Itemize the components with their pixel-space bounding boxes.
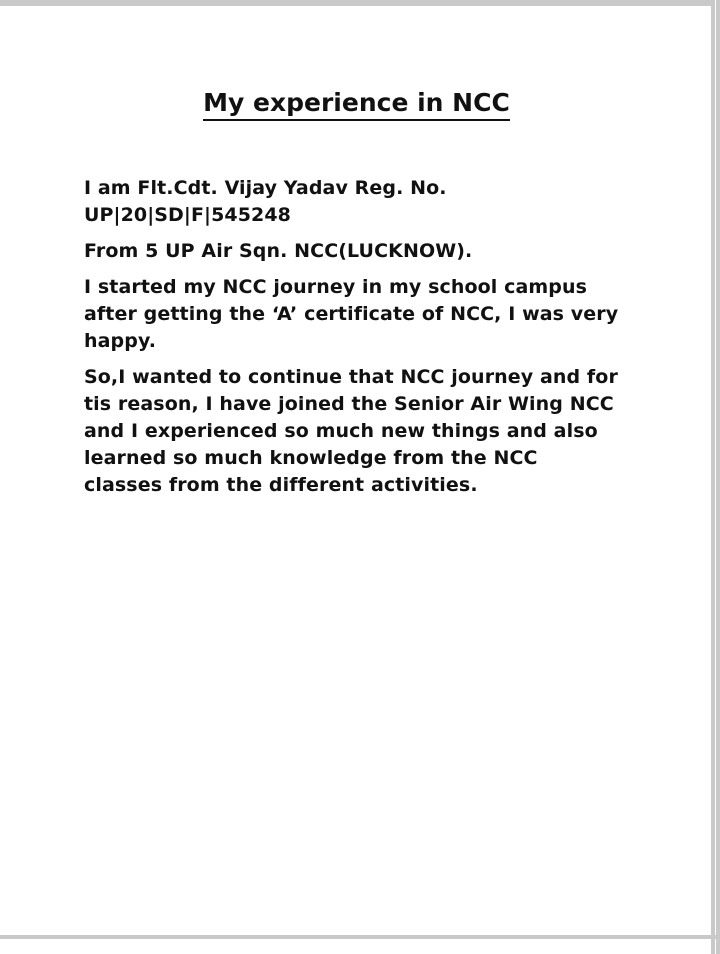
document-title-wrapper <box>0 88 713 121</box>
page-frame-right-line <box>715 0 716 954</box>
paragraph-cadet-info: I am Flt.Cdt. Vijay Yadav Reg. No. UP|20|SD|F|545248 <box>84 177 447 226</box>
paragraph-squadron: From 5 UP Air Sqn. NCC(LUCKNOW). <box>84 240 473 262</box>
document-body <box>84 175 620 508</box>
document-title: My experience in NCC <box>203 88 510 121</box>
paragraph-journey-start: I started my NCC journey in my school campus after getting the ‘A’ certificate of NCC, I was very happy. <box>84 276 619 352</box>
page-frame-bottom <box>0 935 720 939</box>
paragraph-senior-wing: So,I wanted to continue that NCC journey and for tis reason, I have joined the Senior Air Wing NCC and I experienced so much new things and also learned so much knowledge from the NCC classes from the different activities. <box>84 366 618 496</box>
